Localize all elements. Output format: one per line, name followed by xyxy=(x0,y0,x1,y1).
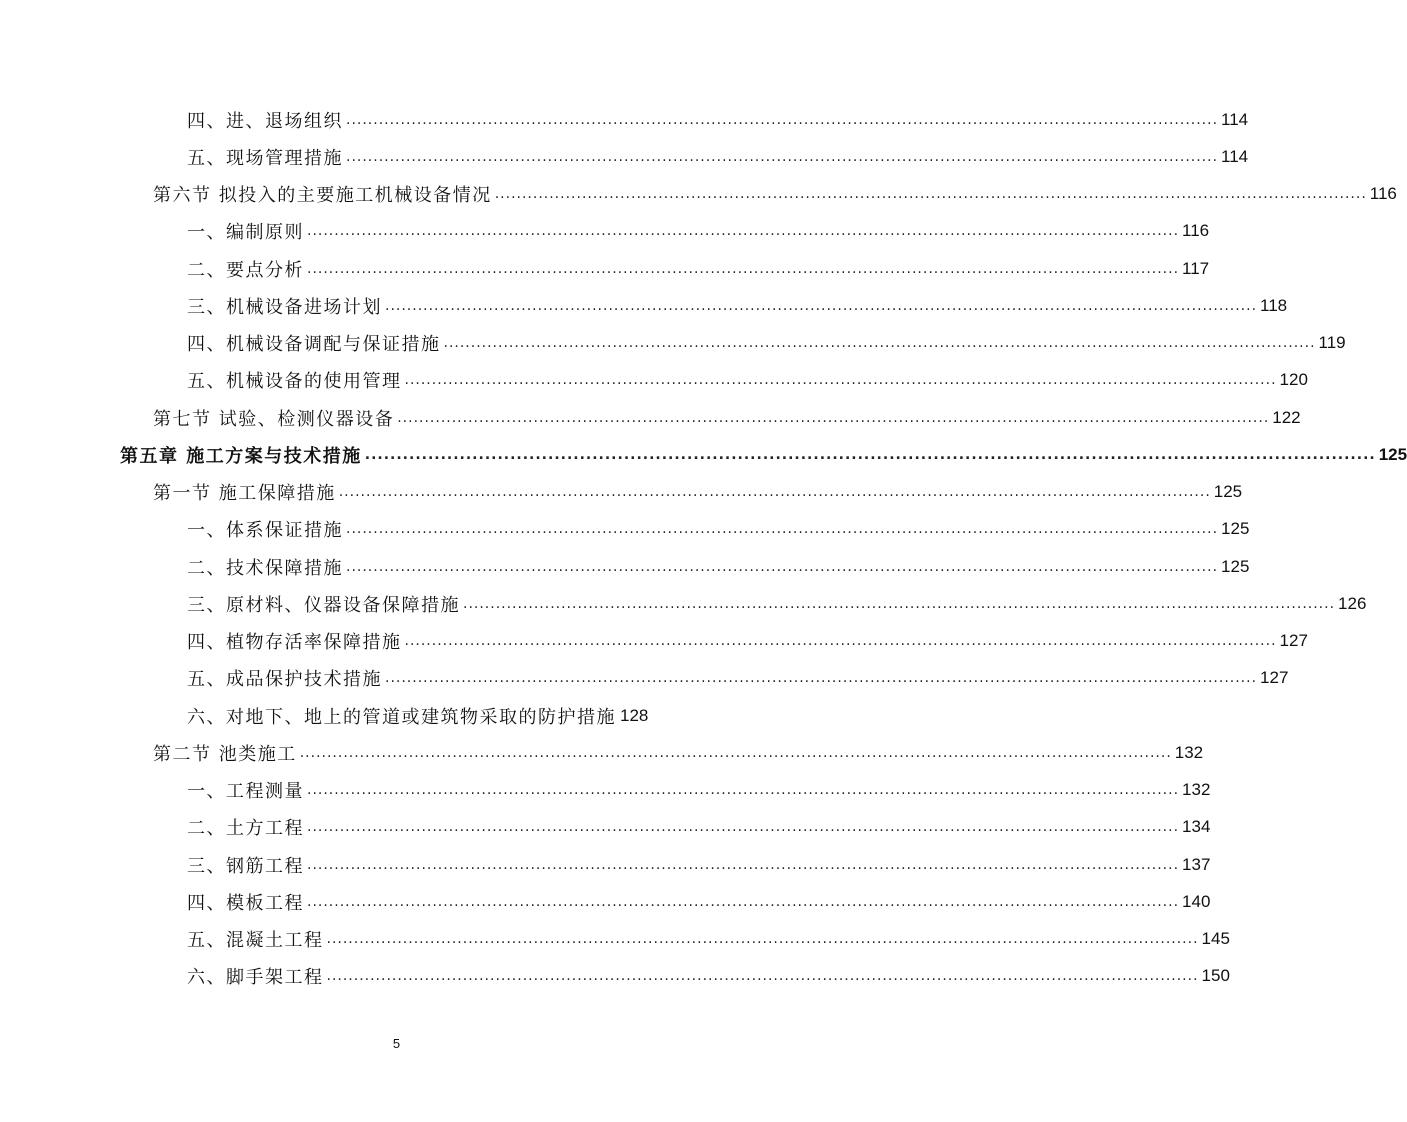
toc-entry-page: 128 xyxy=(620,705,649,725)
toc-entry-page: 119 xyxy=(1318,333,1346,353)
toc-entry[interactable] xyxy=(0,585,1367,622)
toc-entry-title: 一、体系保证措施 xyxy=(187,520,343,542)
toc-entry-title: 六、脚手架工程 xyxy=(187,967,324,989)
toc-entry[interactable] xyxy=(0,548,1250,585)
toc-entry-page: 122 xyxy=(1272,407,1301,427)
toc-entry[interactable] xyxy=(0,250,1210,287)
toc-entry-page: 125 xyxy=(1221,519,1250,539)
toc-entry[interactable] xyxy=(0,809,1211,846)
toc-dot-leader: ................................................................................................................................................................ xyxy=(346,111,1219,128)
toc-entry[interactable] xyxy=(0,697,793,734)
toc-entry-page: 125 xyxy=(1213,482,1243,502)
toc-entry-title: 三、机械设备进场计划 xyxy=(187,296,382,318)
toc-entry-page: 116 xyxy=(1369,184,1397,204)
toc-entry-page: 126 xyxy=(1338,593,1367,613)
toc-entry-page: 137 xyxy=(1182,854,1211,874)
toc-entry[interactable] xyxy=(0,138,1249,175)
toc-entry-title: 六、对地下、地上的管道或建筑物采取的防护措施 xyxy=(187,706,616,728)
toc-entry[interactable] xyxy=(0,623,1308,660)
toc-entry-page: 116 xyxy=(1182,221,1210,241)
toc-entry-title: 二、土方工程 xyxy=(187,818,304,840)
toc-entry[interactable] xyxy=(0,474,1243,511)
toc-entry-page: 117 xyxy=(1182,258,1210,278)
toc-entry[interactable] xyxy=(0,176,1397,213)
toc-entry[interactable] xyxy=(0,213,1210,250)
toc-dot-leader: ................................................................................................................................................................ xyxy=(443,335,1316,352)
toc-entry-title: 五、混凝土工程 xyxy=(187,930,324,952)
toc-entry-page: 140 xyxy=(1182,891,1211,911)
toc-dot-leader: ................................................................................................................................................................ xyxy=(299,744,1172,761)
toc-dot-leader: ................................................................................................................................................................ xyxy=(307,223,1180,240)
toc-dot-leader: ................................................................................................................................................................ xyxy=(494,186,1367,203)
toc-entry[interactable] xyxy=(0,399,1301,436)
toc-entry-page: 150 xyxy=(1201,966,1230,986)
toc-dot-leader: ................................................................................................................................................................ xyxy=(397,409,1270,426)
toc-entry-title: 第二节 池类施工 xyxy=(153,743,297,765)
toc-dot-leader: ................................................................................................................................................................ xyxy=(338,484,1211,501)
toc-entry-title: 第七节 试验、检测仪器设备 xyxy=(153,408,395,430)
toc-entry-title: 三、原材料、仪器设备保障措施 xyxy=(187,594,460,616)
toc-entry-title: 四、进、退场组织 xyxy=(187,110,343,132)
toc-entry-page: 145 xyxy=(1201,929,1230,949)
toc-entry-title: 第五章 施工方案与技术措施 xyxy=(120,445,362,467)
table-of-contents xyxy=(0,101,1407,995)
toc-entry[interactable] xyxy=(0,325,1346,362)
toc-entry-page: 134 xyxy=(1182,817,1211,837)
toc-entry-title: 二、技术保障措施 xyxy=(187,557,343,579)
toc-entry-title: 第一节 施工保障措施 xyxy=(153,483,336,505)
toc-entry-page: 125 xyxy=(1221,556,1250,576)
toc-entry[interactable] xyxy=(0,436,1407,473)
toc-entry-title: 五、成品保护技术措施 xyxy=(187,669,382,691)
toc-dot-leader: ................................................................................................................................................................ xyxy=(463,595,1336,612)
toc-entry[interactable] xyxy=(0,362,1308,399)
toc-entry-page: 132 xyxy=(1174,742,1204,762)
toc-entry-title: 一、编制原则 xyxy=(187,222,304,244)
toc-dot-leader: ................................................................................................................................................................ xyxy=(385,670,1258,687)
toc-entry-page: 118 xyxy=(1260,295,1288,315)
toc-entry[interactable] xyxy=(0,958,1230,995)
toc-entry[interactable] xyxy=(0,772,1211,809)
toc-entry-title: 四、机械设备调配与保证措施 xyxy=(187,334,441,356)
toc-dot-leader: ................................................................................................................................................................ xyxy=(307,893,1180,910)
toc-entry[interactable] xyxy=(0,734,1204,771)
toc-entry-page: 114 xyxy=(1221,109,1249,129)
toc-entry-title: 三、钢筋工程 xyxy=(187,855,304,877)
page-number: 5 xyxy=(392,1036,401,1051)
toc-entry[interactable] xyxy=(0,846,1211,883)
toc-entry-title: 四、植物存活率保障措施 xyxy=(187,632,402,654)
toc-entry-page: 125 xyxy=(1378,444,1407,464)
toc-dot-leader: ................................................................................................................................................................ xyxy=(385,297,1258,314)
toc-dot-leader: ................................................................................................................................................................ xyxy=(307,819,1180,836)
toc-dot-leader: ................................................................................................................................................................ xyxy=(326,968,1199,985)
toc-entry-title: 五、现场管理措施 xyxy=(187,147,343,169)
toc-entry[interactable] xyxy=(0,511,1250,548)
toc-entry[interactable] xyxy=(0,921,1230,958)
toc-entry[interactable] xyxy=(0,660,1289,697)
toc-dot-leader: ................................................................................................................................................................ xyxy=(307,782,1180,799)
toc-entry-page: 132 xyxy=(1182,780,1211,800)
toc-dot-leader: ................................................................................................................................................................ xyxy=(346,558,1219,575)
toc-entry-title: 第六节 拟投入的主要施工机械设备情况 xyxy=(153,185,492,207)
toc-entry-page: 114 xyxy=(1221,146,1249,166)
toc-entry-title: 二、要点分析 xyxy=(187,259,304,281)
toc-entry-page: 120 xyxy=(1279,370,1308,390)
toc-dot-leader: ................................................................................................................................................................ xyxy=(404,372,1277,389)
toc-dot-leader: ................................................................................................................................................................ xyxy=(307,260,1180,277)
toc-entry-title: 一、工程测量 xyxy=(187,781,304,803)
toc-entry-page: 127 xyxy=(1260,668,1289,688)
toc-dot-leader: ................................................................................................................................................................ xyxy=(346,521,1219,538)
toc-entry[interactable] xyxy=(0,287,1288,324)
toc-dot-leader: ................................................................................................................................................................ xyxy=(307,856,1180,873)
toc-dot-leader: ................................................................................................................................................................ xyxy=(346,148,1219,165)
toc-entry[interactable] xyxy=(0,883,1211,920)
toc-dot-leader: ................................................................................................................................................................ xyxy=(326,931,1199,948)
toc-dot-leader: ................................................................................................................................................................ xyxy=(404,633,1277,650)
toc-entry-title: 五、机械设备的使用管理 xyxy=(187,371,402,393)
toc-entry-page: 127 xyxy=(1279,631,1308,651)
toc-entry-title: 四、模板工程 xyxy=(187,892,304,914)
toc-entry[interactable] xyxy=(0,101,1249,138)
toc-dot-leader: ................................................................................................................................................................ xyxy=(364,446,1376,463)
